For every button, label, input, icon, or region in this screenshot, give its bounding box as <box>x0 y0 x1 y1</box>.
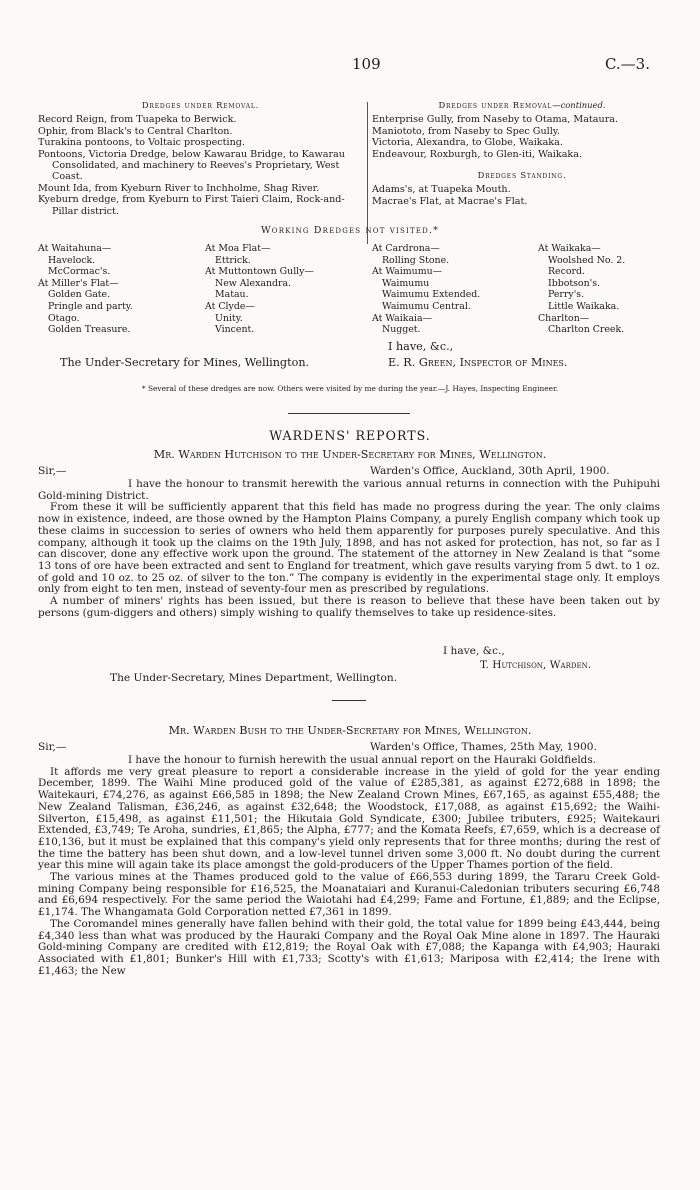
list-item: Waimumu <box>382 277 430 289</box>
standing-title: Dredges Standing. <box>477 170 567 181</box>
list-item: At Miller's Flat— <box>38 277 119 289</box>
list-item: Record Reign, from Tuapeka to Berwick. <box>38 114 237 126</box>
not-visited-column-4 <box>538 243 625 336</box>
list-item: McCormac's. <box>48 266 111 278</box>
addressee: The Under-Secretary, Mines Department, Wellington. <box>110 672 398 684</box>
paragraph: I have the honour to furnish herewith the usual annual report on the Hauraki Goldfields. <box>128 754 596 766</box>
list-item: Victoria, Alexandra, to Globe, Waikaka. <box>372 137 563 149</box>
list-item: Ettrick. <box>215 254 251 266</box>
place-date: Warden's Office, Thames, 25th May, 1900. <box>370 741 597 753</box>
list-item: Nugget. <box>382 324 421 336</box>
closing-signature: E. R. Green, Inspector of Mines. <box>388 356 568 369</box>
closing-have: I have, &c., <box>388 340 454 353</box>
section-rule <box>332 700 366 701</box>
list-item: Waimumu Central. <box>382 300 471 312</box>
list-item: At Moa Flat— <box>205 243 271 254</box>
list-item: At Waitahuna— <box>38 243 112 254</box>
list-item: At Muttontown Gully— <box>205 266 314 278</box>
not-visited-column-3 <box>372 243 480 336</box>
list-item: Woolshed No. 2. <box>548 254 626 266</box>
list-item: Perry's. <box>548 289 585 301</box>
removal-title-right: Dredges under Removal <box>438 100 553 110</box>
list-item: Waimumu Extended. <box>382 289 481 301</box>
list-item: At Waikaka— <box>538 243 601 254</box>
closing-have: I have, &c., <box>443 645 505 657</box>
signature: T. Hutchison, Warden. <box>480 659 592 671</box>
list-item: Kyeburn dredge, from Kyeburn to First Taieri Claim, Rock-and-Pillar district. <box>38 194 345 217</box>
column-divider <box>367 102 368 244</box>
salutation: Sir,— <box>38 741 67 753</box>
salutation: Sir,— <box>38 465 67 477</box>
list-item: At Waikaia— <box>372 312 432 324</box>
paragraph: It affords me very great pleasure to report a considerable increase in the yield of gold for the year ending December, 1899. The Waihi Mine produced gold of the value of £285,381, as against £272,688 in 1898; the Waitekauri, £74,276, as against £66,585 in 1898; the New Zealand Crown Mines, £67,165, as against £55,488; the New Zealand Talisman, £36,246, as against £32,648; the Woodstock, £17,088, as against £15,692; the Waihi-Silverton, £15,498, as against £11,501; the Hikutaia Gold Syndicate, £300; Jubilee tributers, £925; Waitekauri Extended, £3,749; Te Aroha, sundries, £1,865; the Alpha, £777; and the Komata Reefs, £7,659, which is a decrease of £10,136, but it must be explained that this company's yield only represents that for three months; during the rest of the time the battery has been shut down, and a low-level tunnel driven some 3,000 ft. No doubt during the current year this mine will again take its place amongst the gold-producers of the Upper Thames portion of the field. <box>38 765 660 872</box>
list-item: Pringle and party. <box>48 300 133 312</box>
page-number: 109 <box>352 55 381 73</box>
paragraph: The Coromandel mines generally have fallen behind with their gold, the total value for 1899 being £43,444, being £4,340 less than what was produced by the Hauraki Company and the Royal Oak Mine alone in 1897. The Hauraki Gold-mining Company are credited with £12,819; the Royal Oak with £7,088; the Kapanga with £4,903; Hauraki Associated with £1,801; Bunker's Hill with £1,733; Scotty's with £1,613; Mariposa with £2,414; the Irene with £1,463; the New <box>38 917 660 977</box>
list-item: At Clyde— <box>205 300 255 312</box>
removal-title-left: Dredges under Removal. <box>141 100 260 110</box>
list-item: Unity. <box>215 312 243 324</box>
paragraph: From these it will be sufficiently apparent that this field has made no progress during the year. The only claims now in existence, indeed, are those owned by the Hampton Plains Company, a purely English company which took up these claims in succession to series of owners who held them apparently for purposes purely speculative. And this company, although it took up the claims on the 19th July, 1898, and has not asked for protection, has not, so far as I can discover, done any effective work upon the ground. The statement of the attorney in New Zealand is that “some 13 tons of ore have been extracted and sent to England for treatment, which gave results varying from 5 dwt. to 1 oz. of gold and 10 oz. to 25 oz. of silver to the ton.” The company is evidently in the experimental stage only. It employs only from eight to ten men, instead of seventy-four men as prescribed by regulations. <box>38 501 660 596</box>
not-visited-title: Working Dredges not visited.* <box>260 225 440 236</box>
bush-heading: Mr. Warden Bush to the Under-Secretary for Mines, Wellington. <box>168 724 532 737</box>
document-reference: C.—3. <box>604 55 650 73</box>
list-item: Golden Treasure. <box>48 324 131 336</box>
not-visited-column-1 <box>38 243 133 336</box>
bush-body <box>38 755 660 977</box>
removal-list-left <box>38 100 363 217</box>
list-item: Ophir, from Black's to Central Charlton. <box>38 125 233 137</box>
list-item: Matau. <box>215 289 249 301</box>
list-item: Maniototo, from Naseby to Spec Gully. <box>372 125 560 137</box>
list-item: New Alexandra. <box>215 277 292 289</box>
continued-label: —continued. <box>552 100 606 110</box>
list-item: Enterprise Gully, from Naseby to Otama, Mataura. <box>372 114 619 126</box>
wardens-title: WARDENS' REPORTS. <box>269 428 431 443</box>
hutchison-body <box>38 479 660 619</box>
list-item: Adams's, at Tuapeka Mouth. <box>372 184 511 196</box>
list-item: At Waimumu— <box>372 266 442 278</box>
list-item: Mount Ida, from Kyeburn River to Inchholme, Shag River. <box>38 182 320 194</box>
not-visited-column-2 <box>205 243 314 336</box>
footnote: * Several of these dredges are now. Others were visited by me during the year.—J. Hayes, Inspecting Engineer. <box>141 384 559 393</box>
list-item: Golden Gate. <box>48 289 111 301</box>
list-item: Macrae's Flat, at Macrae's Flat. <box>372 195 528 207</box>
list-item: Vincent. <box>215 324 255 336</box>
list-item: Little Waikaka. <box>548 300 620 312</box>
closing-addressee: The Under-Secretary for Mines, Wellington. <box>60 356 310 369</box>
list-item: Record. <box>548 266 585 278</box>
list-item: Endeavour, Roxburgh, to Glen-iti, Waikaka. <box>372 148 582 160</box>
list-item: Ibbotson's. <box>548 277 600 289</box>
list-item: Pontoons, Victoria Dredge, below Kawarau Bridge, to Kawarau Consolidated, and machinery to Reeves's Proprietary, West Coast. <box>38 148 345 183</box>
paragraph: The various mines at the Thames produced gold to the value of £66,553 during 1899, the Tararu Creek Gold-mining Company being responsible for £16,525, the Moanataiari and Kuranui-Caledonian tributers securing £6,748 and £6,694 respectively. For the same period the Waiotahi had £4,299; Fame and Fortune, £1,889; and the Eclipse, £1,174. The Whangamata Gold Corporation netted £7,361 in 1899. <box>38 871 660 919</box>
list-item: Rolling Stone. <box>382 254 450 266</box>
paragraph: I have the honour to transmit herewith the various annual returns in connection with the Puhipuhi Gold-mining District. <box>38 478 660 502</box>
list-item: Charlton Creek. <box>548 324 625 336</box>
paragraph: A number of miners' rights has been issued, but there is reason to believe that these have been taken out by persons (gum-diggers and others) simply wishing to qualify themselves to take up residence-sites. <box>38 595 660 619</box>
list-item: Havelock. <box>48 254 96 266</box>
list-item: Turakina pontoons, to Voltaic prospecting. <box>38 137 245 149</box>
list-item: At Cardrona— <box>372 243 440 254</box>
list-item: Otago. <box>48 312 80 324</box>
place-date: Warden's Office, Auckland, 30th April, 1900. <box>370 465 610 477</box>
section-rule <box>288 413 410 414</box>
removal-list-right <box>372 100 672 207</box>
hutchison-heading: Mr. Warden Hutchison to the Under-Secretary for Mines, Wellington. <box>153 448 547 461</box>
list-item: Charlton— <box>538 312 590 324</box>
